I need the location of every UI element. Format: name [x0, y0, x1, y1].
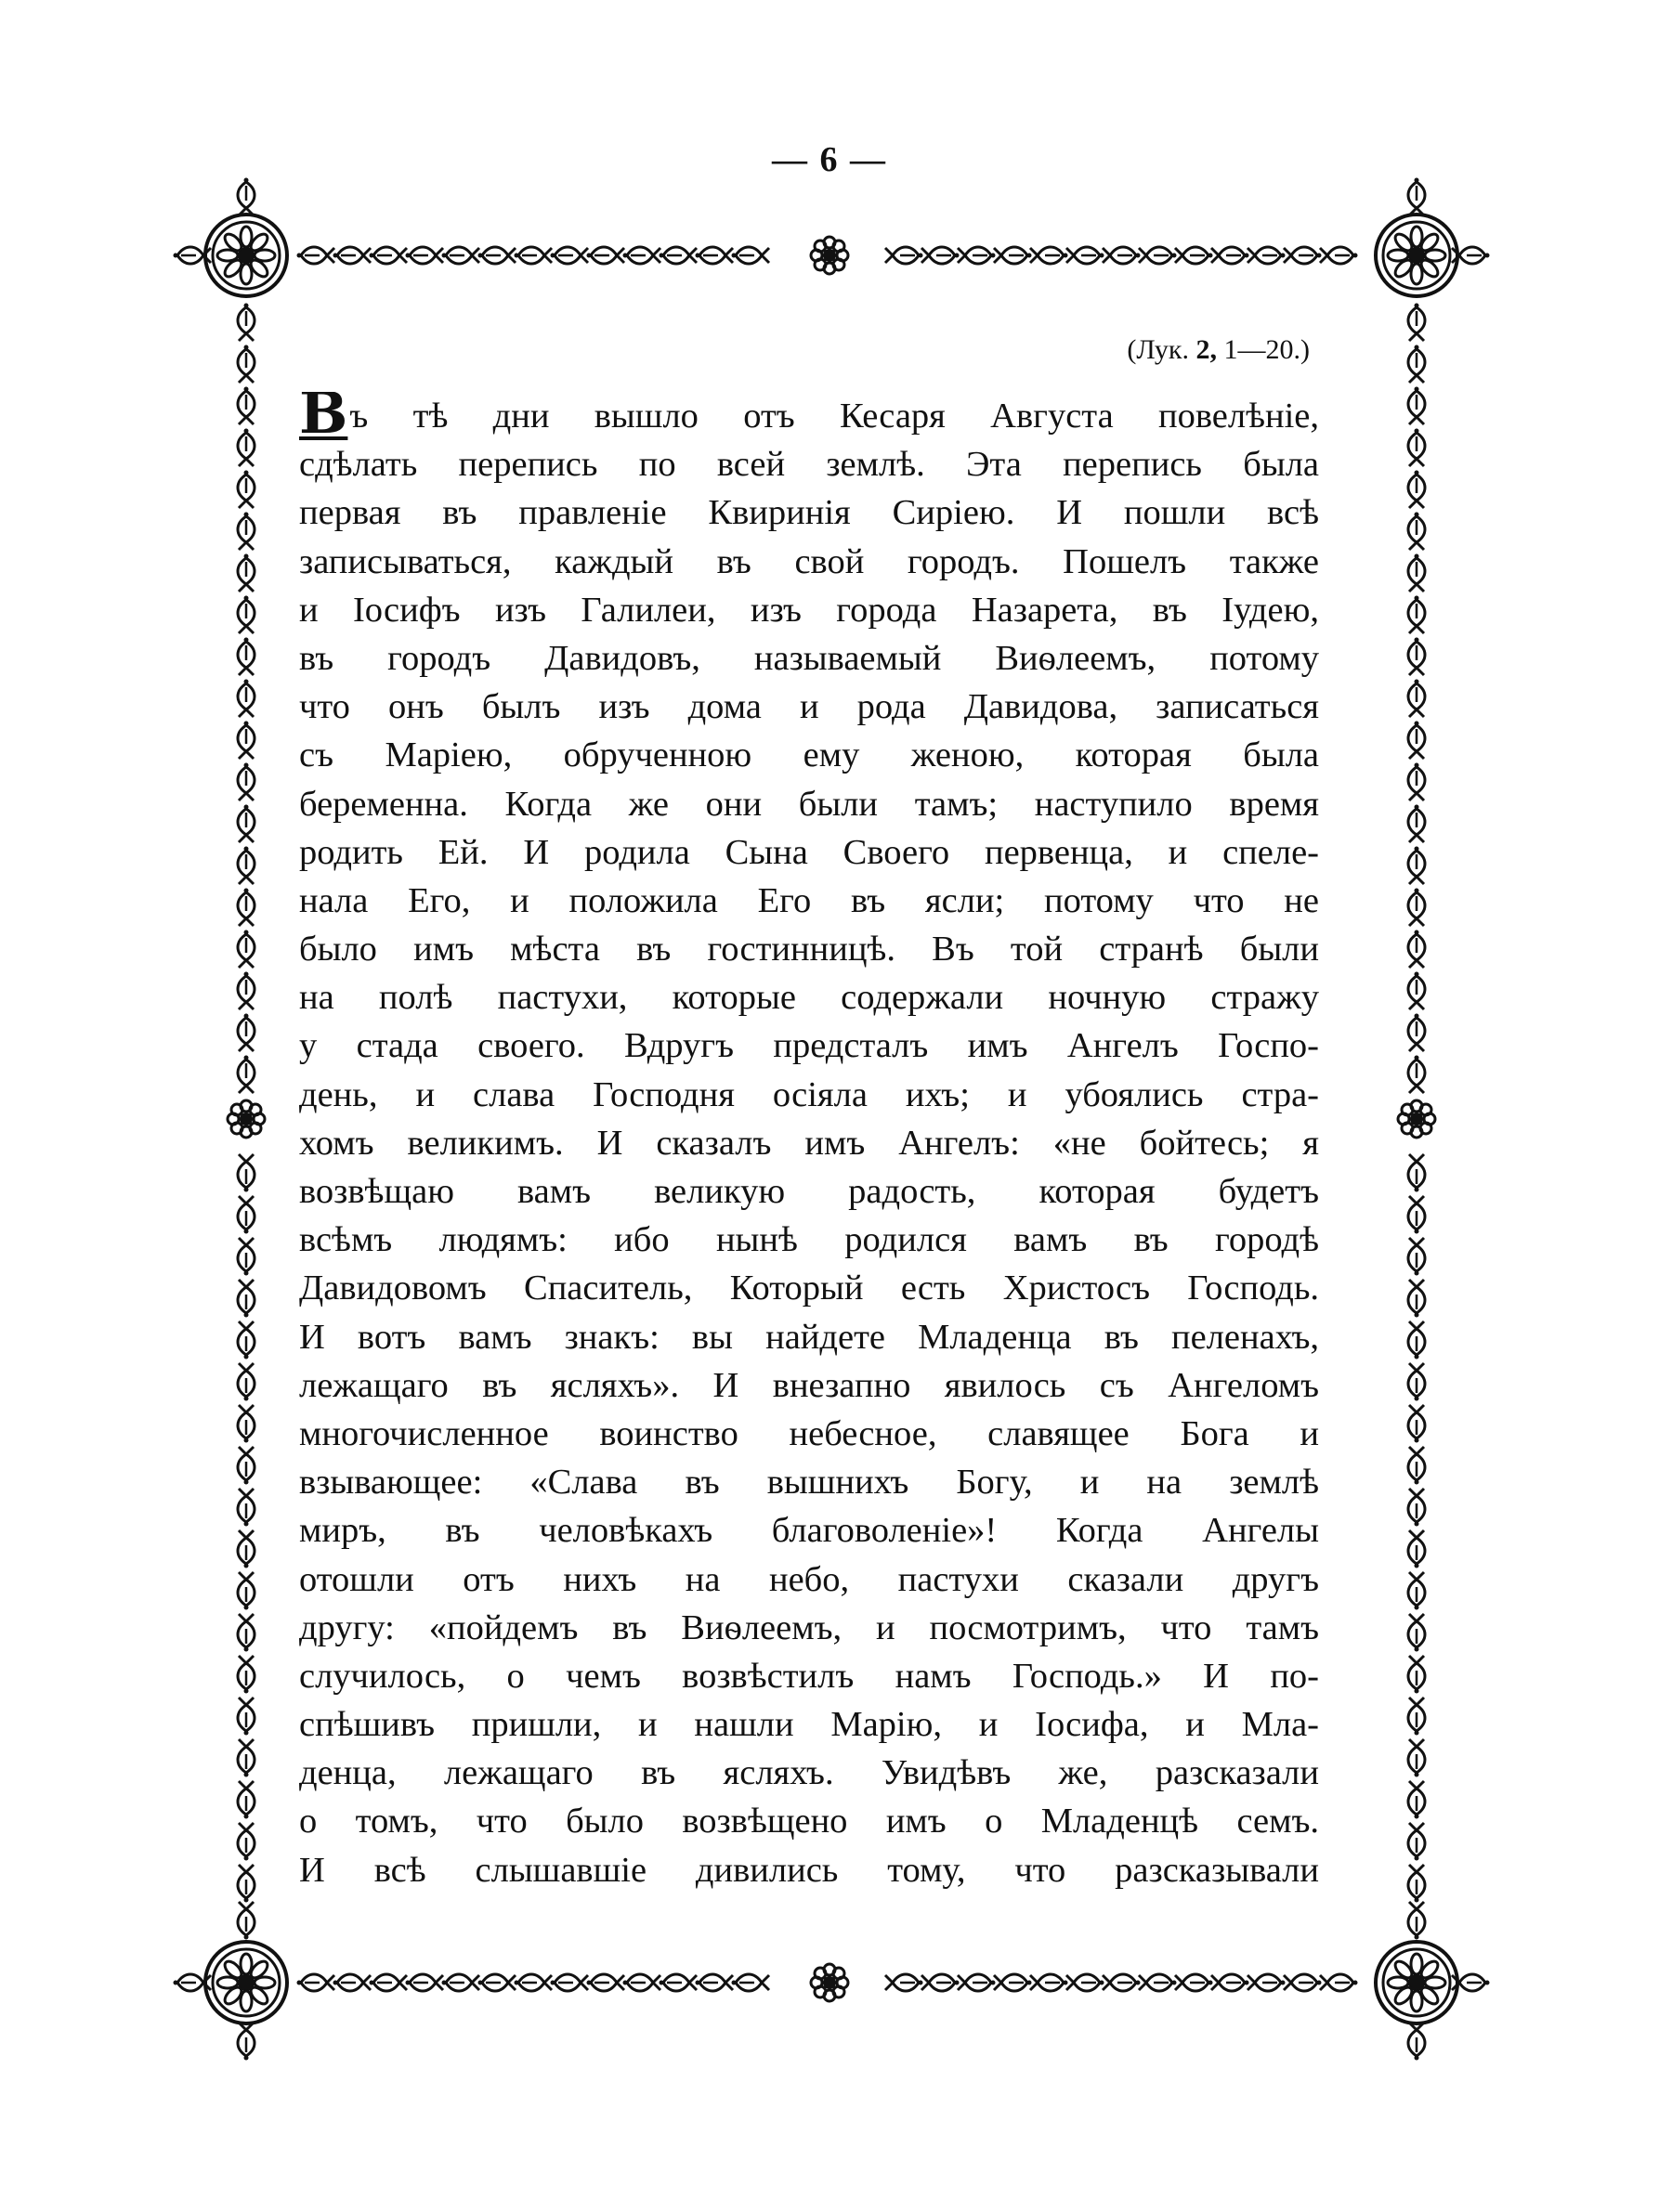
text-line: беременна. Когда же они были тамъ; наступило время	[299, 784, 1319, 824]
text-line: денца, лежащаго въ ясляхъ. Увидѣвъ же, разсказали	[299, 1753, 1319, 1793]
text-line: нала Его, и положила Его въ ясли; потому что не	[299, 880, 1319, 920]
text-line: о томъ, что было возвѣщено имъ о Младенцѣ семъ.	[299, 1802, 1319, 1841]
citation-verses: 1—20.)	[1223, 334, 1310, 365]
text-line: отошли отъ нихъ на небо, пастухи сказали другъ	[299, 1559, 1319, 1599]
text-line: сдѣлать перепись по всей землѣ. Эта перепись была	[299, 445, 1319, 485]
text-line: у стада своего. Вдругъ предсталъ имъ Ангелъ Госпо-	[299, 1026, 1319, 1066]
text-line: что онъ былъ изъ дома и рода Давидова, записаться	[299, 687, 1319, 727]
text-line: всѣмъ людямъ: ибо нынѣ родился вамъ въ городѣ	[299, 1220, 1319, 1260]
text-line: было имъ мѣста въ гостинницѣ. Въ той странѣ были	[299, 930, 1319, 969]
text-line: родить Ей. И родила Сына Своего первенца, и спеле-	[299, 832, 1319, 872]
text-line: хомъ великимъ. И сказалъ имъ Ангелъ: «не бойтесь; я	[299, 1123, 1319, 1163]
citation-chapter: 2,	[1195, 334, 1217, 365]
text-line: записываться, каждый въ свой городъ. Пошелъ также	[299, 541, 1319, 581]
text-line: Въ тѣ дни вышло отъ Кесаря Августа повелѣніе,	[299, 392, 1319, 441]
text-line: лежащаго въ ясляхъ». И внезапно явилось съ Ангеломъ	[299, 1365, 1319, 1405]
page-number: — 6 —	[772, 140, 887, 179]
text-line: съ Маріею, обрученною ему женою, которая была	[299, 735, 1319, 775]
text-line: первая въ правленіе Квиринія Сиріею. И пошли всѣ	[299, 493, 1319, 533]
text-line: въ городъ Давидовъ, называемый Виѳлеемъ, потому	[299, 638, 1319, 678]
text-line: И вотъ вамъ знакъ: вы найдете Младенца въ пеленахъ,	[299, 1317, 1319, 1357]
text-line: И всѣ слышавшіе дивились тому, что разсказывали	[299, 1850, 1319, 1890]
text-line: миръ, въ человѣкахъ благоволеніе»! Когда Ангелы	[299, 1511, 1319, 1551]
dropcap-initial: В	[299, 392, 348, 441]
text-line: возвѣщаю вамъ великую радость, которая будетъ	[299, 1172, 1319, 1211]
scripture-citation	[299, 334, 1319, 366]
text-line: другу: «пойдемъ въ Виѳлеемъ, и посмотримъ, что тамъ	[299, 1607, 1319, 1647]
text-line: Давидовомъ Спаситель, Который есть Христосъ Господь.	[299, 1269, 1319, 1308]
text-line: день, и слава Господня осіяла ихъ; и убоялись стра-	[299, 1074, 1319, 1114]
scripture-text	[299, 334, 1319, 1894]
citation-book: (Лук.	[1127, 334, 1189, 365]
text-line: и Іосифъ изъ Галилеи, изъ города Назарета, въ Іудею,	[299, 590, 1319, 630]
text-line: многочисленное воинство небесное, славящее Бога и	[299, 1413, 1319, 1453]
text-line: спѣшивъ пришли, и нашли Марію, и Іосифа, и Мла-	[299, 1705, 1319, 1745]
text-line: взывающее: «Слава въ вышнихъ Богу, и на землѣ	[299, 1463, 1319, 1503]
text-lines	[299, 392, 1319, 1894]
text-line: на полѣ пастухи, которые содержали ночную стражу	[299, 978, 1319, 1018]
text-line: случилось, о чемъ возвѣстилъ намъ Господь.» И по-	[299, 1656, 1319, 1696]
